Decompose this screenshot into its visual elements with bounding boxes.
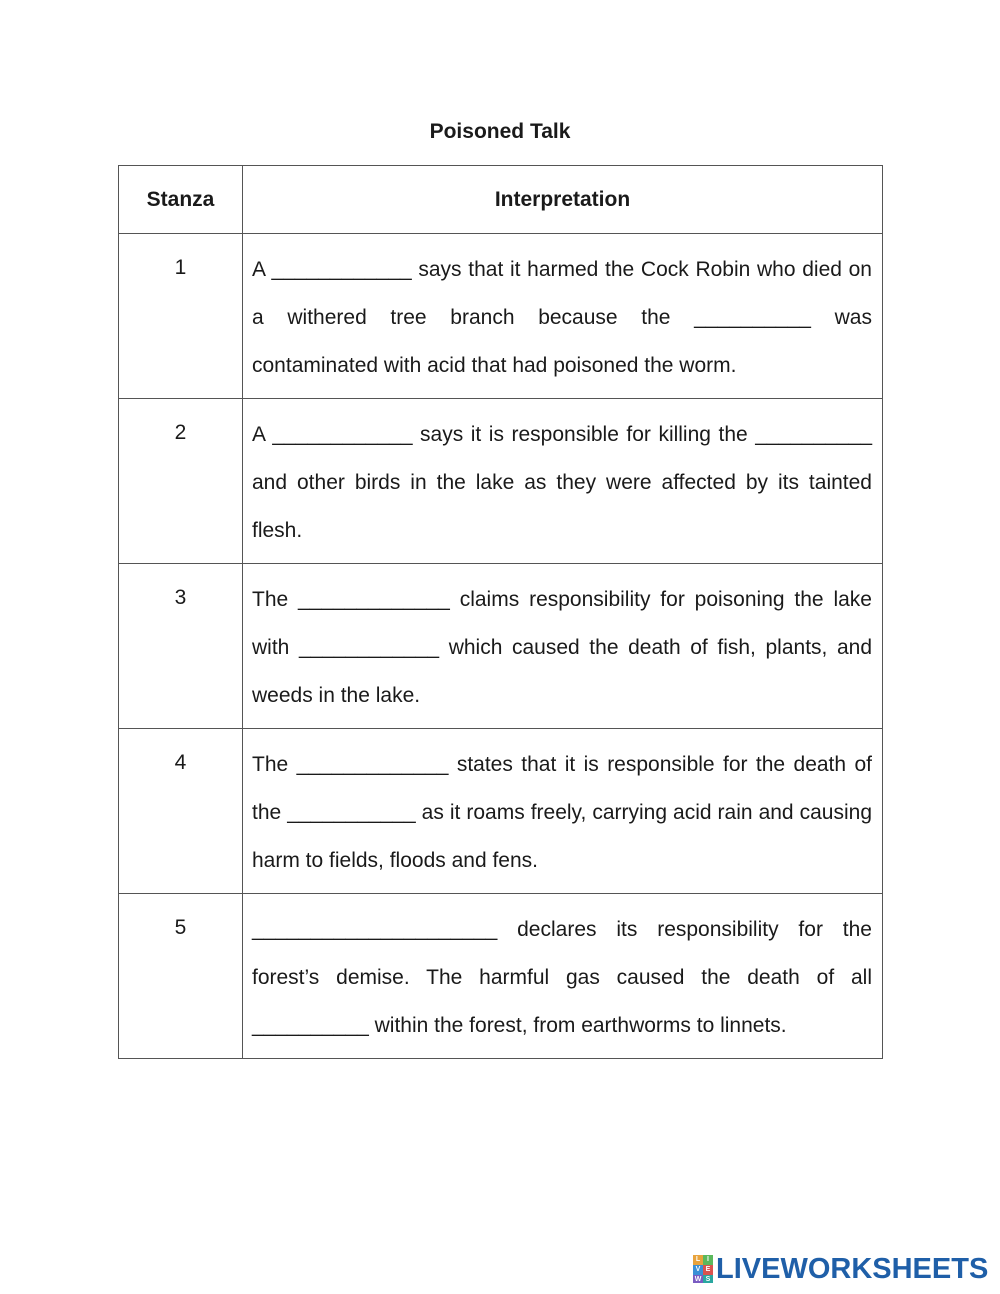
stanza-number: 3 — [119, 564, 243, 729]
interpretation-text: The _____________ claims responsibility for poisoning the lake with ____________ which caused the death of fish, plants, and weeds in the lake. — [243, 564, 883, 729]
interpretation-text: The _____________ states that it is responsible for the death of the ___________ as it roams freely, carrying acid rain and causing harm to fields, floods and fens. — [243, 729, 883, 894]
table-row — [119, 894, 883, 1059]
interpretation-text: A ____________ says it is responsible for killing the __________ and other birds in the lake as they were affected by its tainted flesh. — [243, 399, 883, 564]
page-title: Poisoned Talk — [429, 120, 571, 143]
table-row — [119, 729, 883, 894]
header-interpretation: Interpretation — [243, 166, 883, 234]
header-stanza: Stanza — [119, 166, 243, 234]
table-header-row — [119, 166, 883, 234]
stanza-number: 5 — [119, 894, 243, 1059]
interpretation-text: A ____________ says that it harmed the Cock Robin who died on a withered tree branch because the __________ was contaminated with acid that had poisoned the worm. — [243, 234, 883, 399]
table-row — [119, 399, 883, 564]
interpretation-table — [118, 165, 883, 1059]
interpretation-text: _____________________ declares its responsibility for the forest’s demise. The harmful gas caused the death of all __________ within the forest, from earthworms to linnets. — [243, 894, 883, 1059]
stanza-number: 1 — [119, 234, 243, 399]
liveworksheets-logo-icon: L I V E W S — [693, 1255, 713, 1283]
table-row — [119, 234, 883, 399]
stanza-number: 4 — [119, 729, 243, 894]
liveworksheets-logo[interactable] — [693, 1254, 988, 1284]
table-row — [119, 564, 883, 729]
stanza-number: 2 — [119, 399, 243, 564]
logo-text: LIVEWORKSHEETS — [716, 1252, 989, 1285]
